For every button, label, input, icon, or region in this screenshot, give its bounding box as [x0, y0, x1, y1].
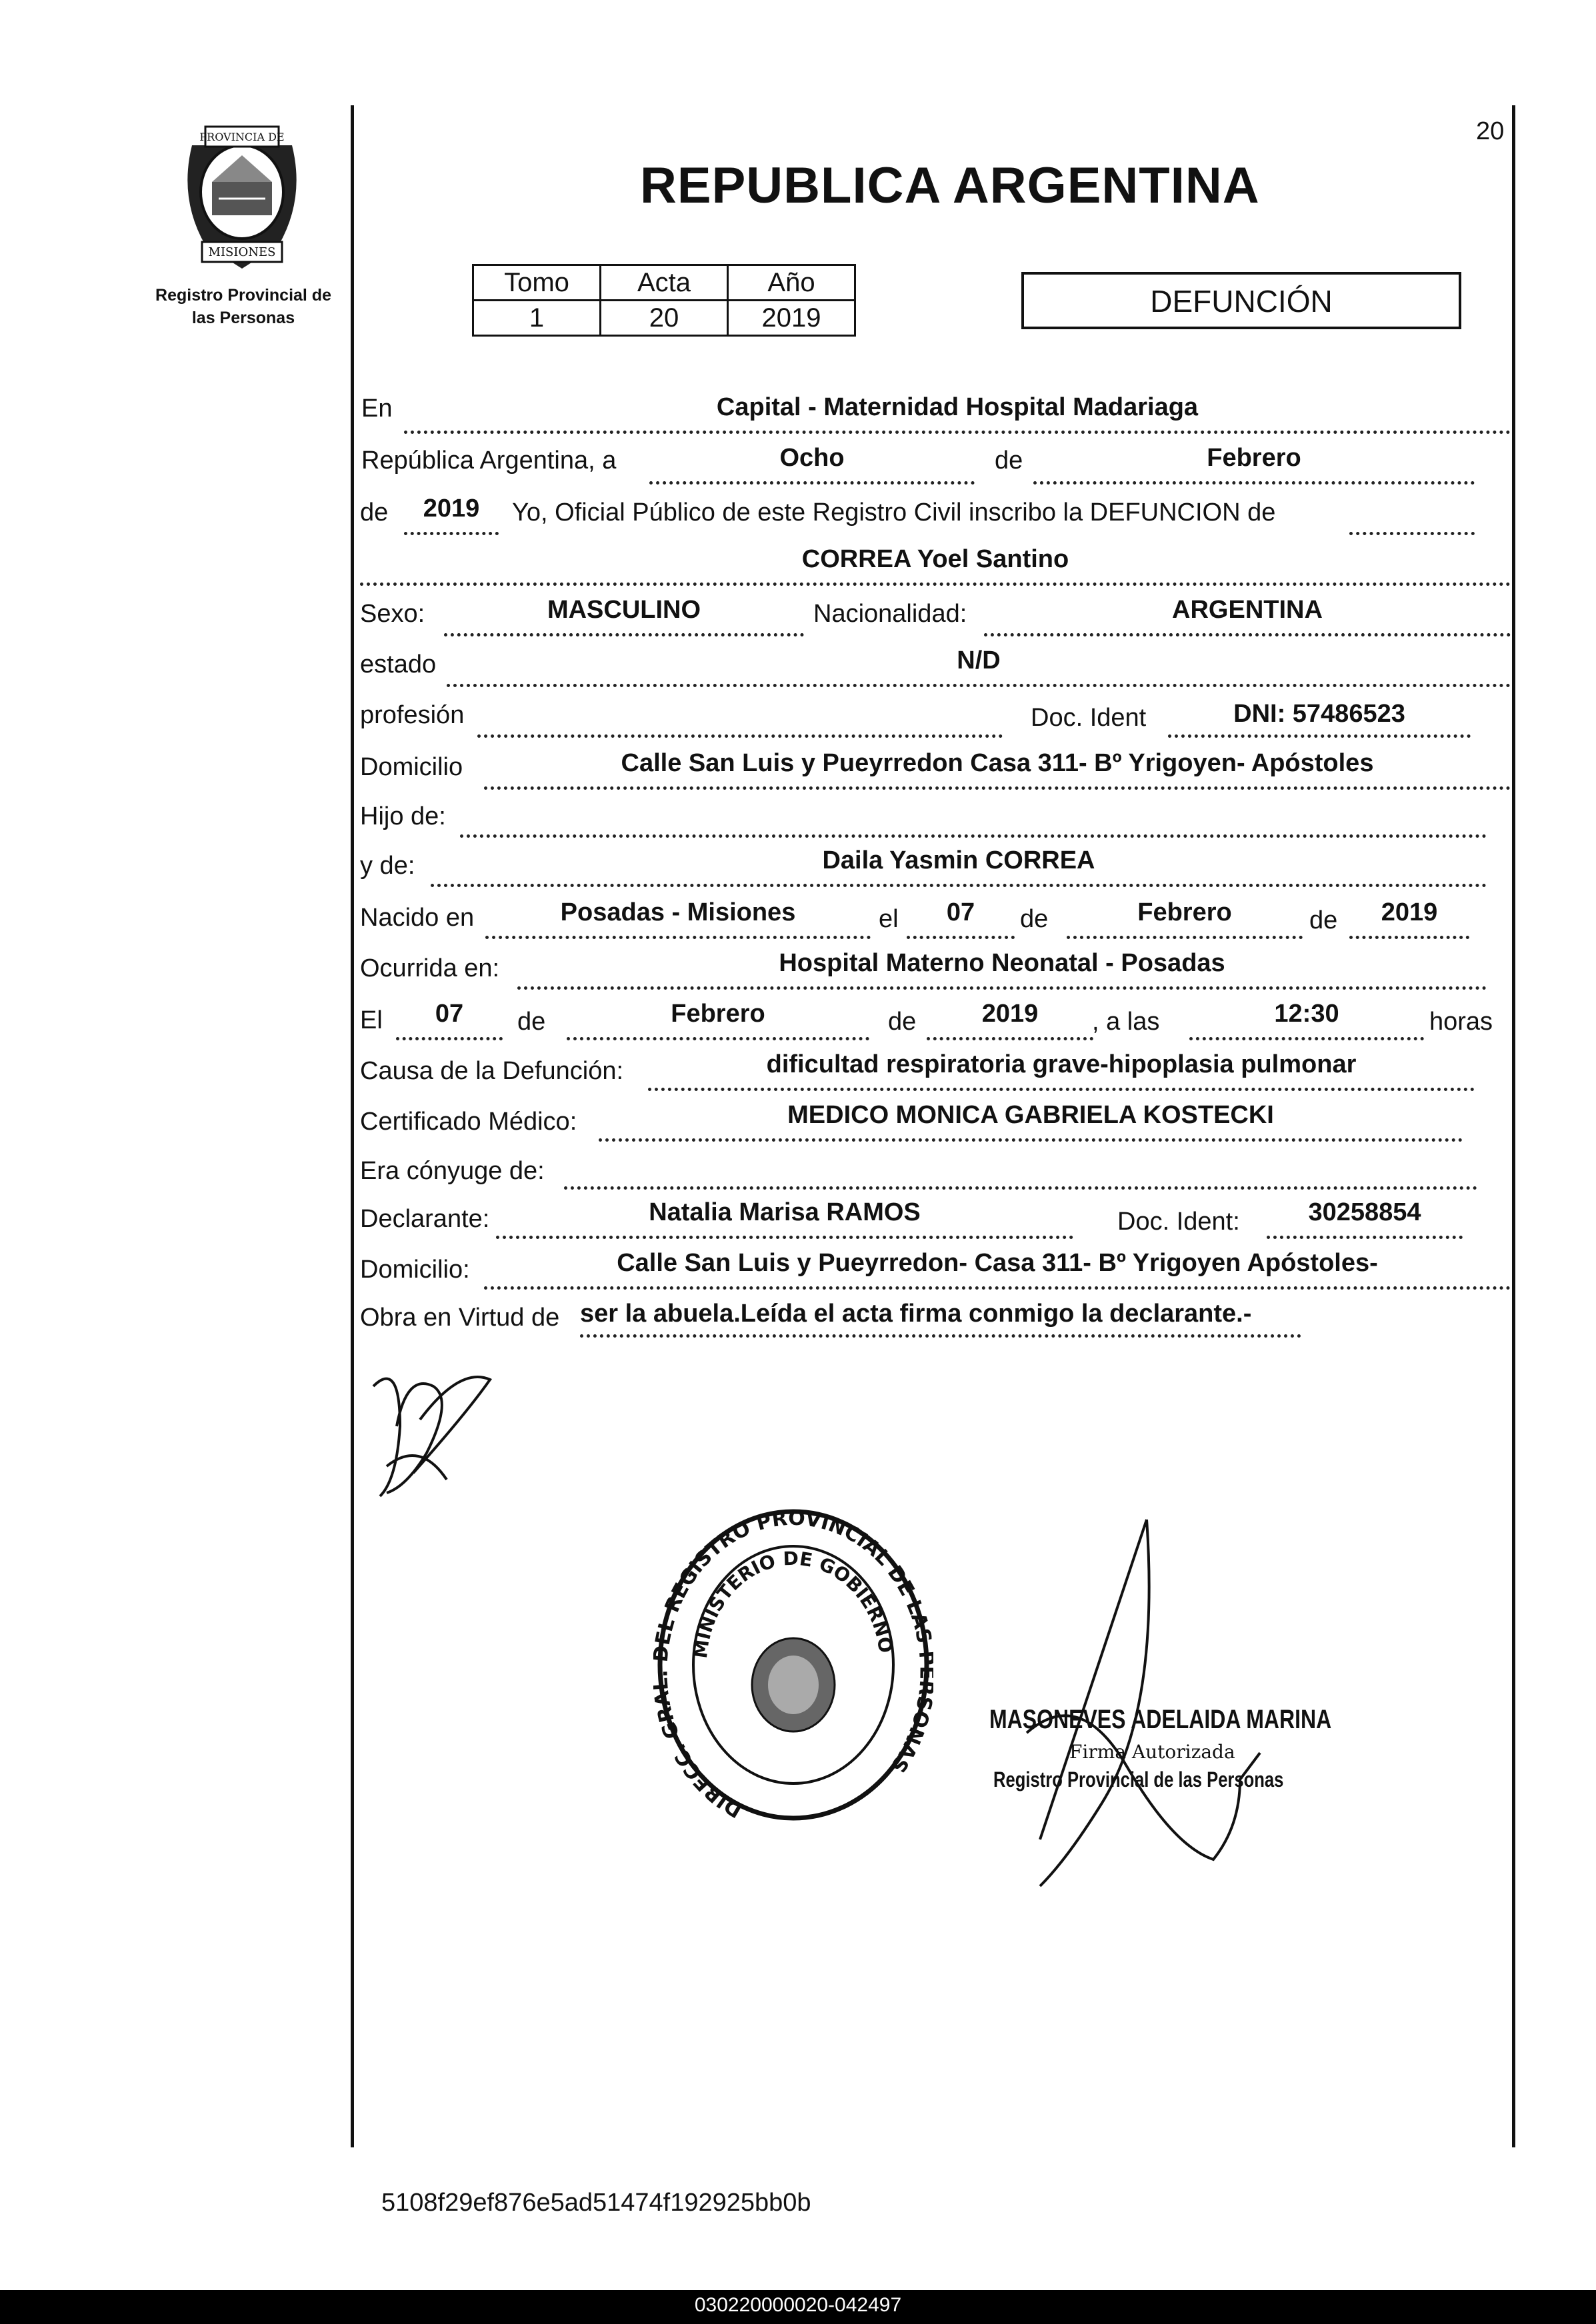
province-emblem — [165, 119, 319, 279]
deceased-name: CORREA Yoel Santino — [801, 545, 1069, 573]
nacido-month-line — [1067, 936, 1303, 939]
republica-label: República Argentina, a — [361, 447, 617, 475]
table-value-acta: 20 — [601, 301, 728, 336]
decl-doc-line — [1267, 1236, 1463, 1239]
doc-ident-line — [1168, 734, 1471, 738]
death-time-line — [1189, 1037, 1424, 1040]
hijo-de-label: Hijo de: — [360, 802, 446, 830]
el-label: el — [879, 905, 899, 933]
causa-line — [648, 1088, 1475, 1091]
table-value-tomo: 1 — [473, 301, 601, 336]
seal-inner-text: MINISTERIO DE GOBIERNO — [689, 1547, 897, 1660]
domicilio-line — [484, 786, 1511, 790]
de-label: de — [995, 447, 1023, 475]
estado-label: estado — [360, 650, 437, 678]
de-year-label: de — [360, 499, 389, 527]
day-value: Ocho — [779, 444, 845, 472]
obra-value: ser la abuela.Leída el acta firma conmigo la declarante.- — [580, 1300, 1252, 1328]
en-line — [404, 431, 1511, 434]
sexo-value: MASCULINO — [547, 596, 701, 624]
decl-doc-label: Doc. Ident: — [1117, 1208, 1240, 1236]
nacido-month: Febrero — [1137, 898, 1232, 926]
conyuge-line — [564, 1186, 1477, 1190]
record-type-box: DEFUNCIÓN — [1021, 272, 1461, 329]
causa-label: Causa de la Defunción: — [360, 1057, 624, 1085]
de-label-3: de — [1309, 906, 1338, 934]
y-de-value: Daila Yasmin CORREA — [822, 846, 1095, 874]
registry-label: Registro Provincial de las Personas — [155, 286, 331, 327]
death-year: 2019 — [981, 1000, 1039, 1028]
official-seal — [653, 1505, 933, 1825]
certificado-label: Certificado Médico: — [360, 1108, 577, 1136]
declarante-line — [496, 1236, 1073, 1239]
page-title: REPUBLICA ARGENTINA — [640, 157, 1260, 214]
nacido-label: Nacido en — [360, 904, 475, 932]
table-header-tomo: Tomo — [473, 265, 601, 301]
nacionalidad-label: Nacionalidad: — [813, 600, 967, 628]
el-label-2: El — [360, 1006, 383, 1034]
table-header-acta: Acta — [601, 265, 728, 301]
left-border-line — [351, 105, 354, 2147]
declarante-label: Declarante: — [360, 1205, 490, 1233]
table-header-ano: Año — [728, 265, 855, 301]
certificado-line — [599, 1138, 1463, 1142]
emblem-text-top: PROVINCIA DE — [199, 131, 285, 143]
death-month: Febrero — [671, 1000, 765, 1028]
emblem-text-bottom: MISIONES — [208, 245, 276, 259]
official-office: Registro Provincial de las Personas — [993, 1767, 1284, 1791]
y-de-line — [431, 884, 1487, 887]
conyuge-label: Era cónyuge de: — [360, 1157, 545, 1185]
ocurrida-value: Hospital Materno Neonatal - Posadas — [779, 949, 1225, 977]
page-number: 20 — [1476, 117, 1505, 145]
y-de-label: y de: — [360, 852, 415, 880]
estado-line — [447, 684, 1511, 687]
en-label: En — [361, 395, 393, 423]
right-border-line — [1512, 105, 1515, 2147]
year-line — [404, 532, 499, 535]
sexo-label: Sexo: — [360, 600, 425, 628]
doc-ident-value: DNI: 57486523 — [1233, 700, 1405, 728]
month-line — [1033, 481, 1475, 485]
nacido-line — [485, 936, 871, 939]
decl-domicilio-value: Calle San Luis y Pueyrredon- Casa 311- Bº Yrigoyen Apóstoles- — [617, 1249, 1378, 1277]
footer-code: 030220000020-042497 — [694, 2294, 902, 2316]
nacido-day: 07 — [946, 898, 975, 926]
domicilio-label: Domicilio — [360, 753, 463, 781]
official-role: Firma Autorizada — [1069, 1741, 1235, 1763]
de-label-5: de — [888, 1008, 917, 1036]
de-label-4: de — [517, 1008, 546, 1036]
document-hash: 5108f29ef876e5ad51474f192925bb0b — [381, 2189, 811, 2217]
nacido-year: 2019 — [1381, 898, 1438, 926]
decl-domicilio-label: Domicilio: — [360, 1256, 470, 1284]
declarante-value: Natalia Marisa RAMOS — [649, 1198, 921, 1226]
ocurrida-label: Ocurrida en: — [360, 954, 500, 982]
nacido-day-line — [907, 936, 1015, 939]
day-line — [649, 481, 975, 485]
ocurrida-line — [517, 986, 1487, 990]
decl-domicilio-line — [484, 1286, 1511, 1290]
domicilio-value: Calle San Luis y Pueyrredon Casa 311- Bº Yrigoyen- Apóstoles — [621, 749, 1374, 777]
causa-value: dificultad respiratoria grave-hipoplasia pulmonar — [766, 1050, 1357, 1078]
death-day-line — [396, 1037, 503, 1040]
obra-line — [580, 1334, 1301, 1338]
nacido-year-line — [1349, 936, 1469, 939]
seal-outer-text: DIRECC. GR EL REGISTRO PROVINCIAL DE LA ONAS — [653, 1506, 933, 1822]
table-value-ano: 2019 — [728, 301, 855, 336]
certificado-value: MEDICO MONICA GABRIELA KOSTECKI — [787, 1101, 1274, 1129]
profesion-label: profesión — [360, 701, 465, 729]
nacionalidad-line — [984, 633, 1511, 636]
nacionalidad-value: ARGENTINA — [1172, 596, 1323, 624]
en-value: Capital - Maternidad Hospital Madariaga — [716, 393, 1199, 421]
death-time: 12:30 — [1274, 1000, 1339, 1028]
month-value: Febrero — [1207, 444, 1301, 472]
death-year-line — [927, 1037, 1093, 1040]
profesion-line — [477, 734, 1003, 738]
declarant-signature — [360, 1346, 507, 1506]
a-las-label: , a las — [1092, 1008, 1160, 1036]
doc-ident-label: Doc. Ident — [1031, 704, 1147, 732]
inscribo-text: Yo, Oficial Público de este Registro Civil inscribo la DEFUNCION de — [512, 499, 1276, 527]
official-name: MASONEVES ADELAIDA MARINA — [989, 1705, 1332, 1734]
year-value: 2019 — [423, 495, 480, 523]
record-table — [472, 264, 856, 337]
decl-doc-value: 30258854 — [1308, 1198, 1421, 1226]
estado-value: N/D — [957, 646, 1001, 674]
de-label-2: de — [1020, 905, 1049, 933]
death-day: 07 — [435, 1000, 464, 1028]
death-month-line — [567, 1037, 869, 1040]
hijo-de-line — [460, 834, 1487, 838]
obra-label: Obra en Virtud de — [360, 1304, 560, 1332]
nacido-value: Posadas - Misiones — [560, 898, 796, 926]
name-line — [360, 582, 1511, 586]
sexo-line — [444, 633, 804, 636]
horas-label: horas — [1429, 1008, 1493, 1036]
inscribo-line — [1349, 532, 1475, 535]
